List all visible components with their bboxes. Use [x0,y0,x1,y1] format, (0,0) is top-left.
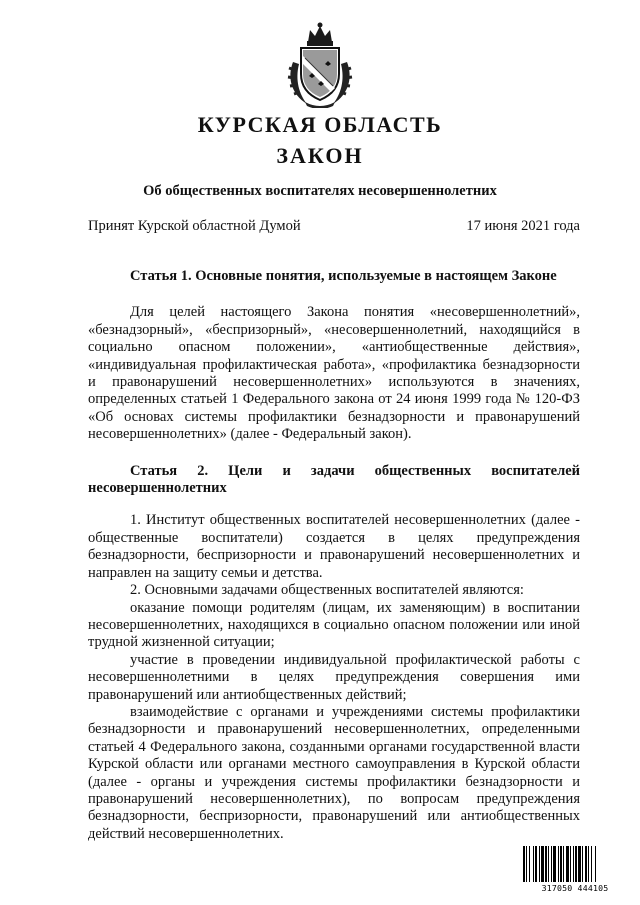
barcode-bars [522,846,628,882]
barcode [522,846,628,894]
law-body [88,268,580,843]
adopted-by-text: Принят Курской областной Думой [88,218,301,234]
article-2-paragraph: взаимодействие с органами и учреждениями системы профилактики безнадзорности и правонарушений несовершеннолетних, определенными статьей 4 Федерального закона, созданными органами государственной власти Курской области или органами местного самоуправления в Курской области (далее - органы и учреждения системы профилактики безнадзорности и правонарушений несовершеннолетних), по вопросам предупреждения безнадзорности, беспризорности, правонарушений или антиобщественных действий несовершеннолетних. [88,703,580,842]
barcode-number: 317050 444105 [541,883,609,893]
coat-of-arms-emblem [285,22,355,108]
law-subject-title: Об общественных воспитателях несовершеннолетних [143,183,497,199]
article-2-paragraph: оказание помощи родителям (лицам, их заменяющим) в воспитании несовершеннолетних, находящихся в социально опасном положении или иной трудной жизненной ситуации; [88,599,580,651]
document-type-title: ЗАКОН [276,143,364,168]
article-1-heading: Статья 1. Основные понятия, используемые в настоящем Законе [130,268,557,284]
article-1-paragraph: Для целей настоящего Закона понятия «несовершеннолетний», «безнадзорный», «беспризорный», «несовершеннолетний, находящийся в социально опасном положении», «антиобщественные действия», «индивидуальная профилактическая работа», «профилактика безнадзорности и правонарушений несовершеннолетних» используются в значениях, определенных статьей 1 Федерального закона от 24 июня 1999 года № 120-ФЗ «Об основах системы профилактики безнадзорности и правонарушений несовершеннолетних» (далее - Федеральный закон). [88,304,580,443]
adoption-date: 17 июня 2021 года [466,218,580,234]
article-2-paragraph: 2. Основными задачами общественных воспитателей являются: [130,582,524,599]
article-2-heading: Статья 2. Цели и задачи общественных воспитателей несовершеннолетних [88,462,580,497]
article-2-paragraph: участие в проведении индивидуальной профилактической работы с несовершеннолетними в целях предупреждения совершения ими правонарушений или антиобщественных действий; [88,651,580,703]
article-2-paragraph: 1. Институт общественных воспитателей несовершеннолетних (далее - общественные воспитатели) создается в целях предупреждения безнадзорности, беспризорности и правонарушений несовершеннолетних и направлен на защиту семьи и детства. [88,512,580,581]
adoption-row [88,218,580,235]
region-title: КУРСКАЯ ОБЛАСТЬ [197,112,443,137]
